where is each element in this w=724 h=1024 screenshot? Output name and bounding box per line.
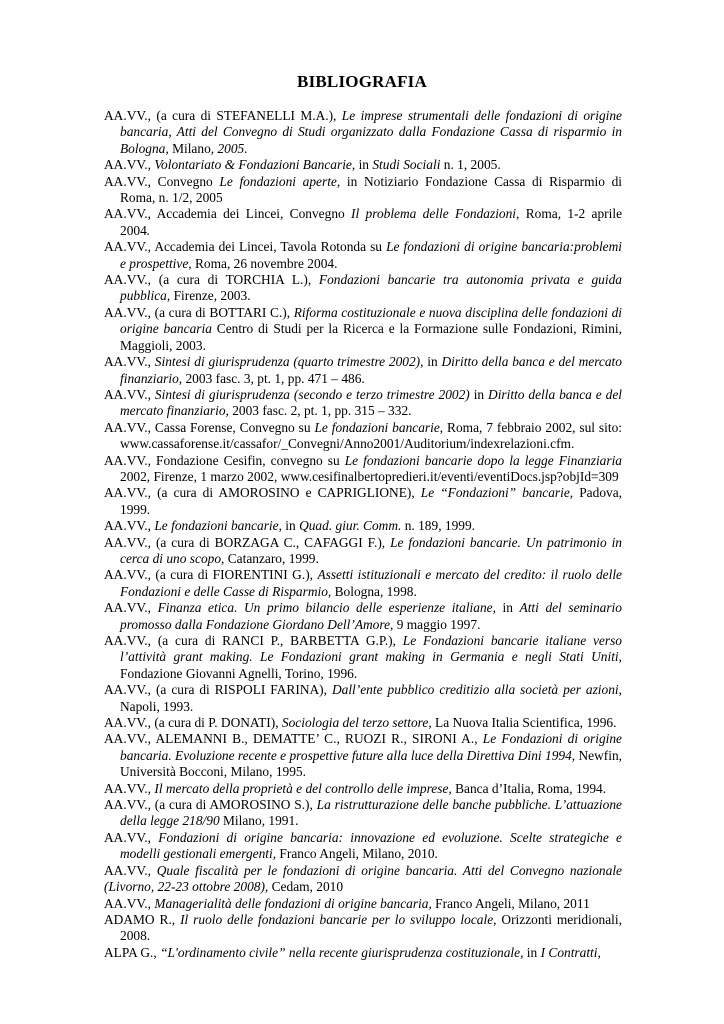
entry-text: , 2003 fasc. 2, pt. 1, pp. 315 – 332. (225, 403, 412, 419)
entry-text: AA.VV., (a cura di AMOROSINO e CAPRIGLIONE), (104, 485, 421, 501)
entry-text: , Napoli, 1993. (120, 682, 623, 714)
entry-text: AA.VV., (104, 780, 155, 796)
entry-text: AA.VV., (a cura di AMOROSINO S.), (104, 797, 317, 813)
bibliography-entry (104, 157, 622, 173)
entry-text: , Roma (516, 206, 558, 222)
entry-text: AA.VV., (a cura di TORCHIA L.), (104, 272, 319, 288)
bibliography-entry (104, 354, 622, 387)
bibliography-entry (104, 797, 622, 830)
bibliography-list (104, 108, 622, 961)
bibliography-entry (104, 485, 622, 518)
entry-italic-text: Riforma costituzionale e nuova disciplina delle fondazioni di origine bancaria (120, 304, 622, 337)
entry-italic-text: Le Fondazioni bancarie italiane verso l’attività grant making. Le Fondazioni grant making in Germania e negli Stati Uniti (120, 633, 622, 665)
entry-italic-text: Le Fondazioni di origine bancaria. Evoluzione recente e prospettive future alla luce della Direttiva Dini 1994, (120, 731, 622, 763)
entry-italic-text: Le fondazioni bancarie dopo la legge Finanziaria (344, 452, 622, 468)
entry-text: , in (351, 157, 373, 173)
bibliography-entry (104, 305, 622, 354)
entry-italic-text: Sintesi di giurisprudenza (secondo e terzo trimestre 2002) (154, 386, 470, 402)
entry-italic-text: Managerialità delle fondazioni di origine bancaria, (154, 895, 432, 911)
entry-italic-text: Atti del seminario promosso dalla Fondazione Giordano Dell’Amore (120, 600, 622, 632)
entry-text: AA.VV., (104, 600, 158, 616)
entry-italic-text: Volontariato & Fondazioni Bancarie (154, 157, 352, 173)
entry-italic-text: Diritto della banca e del mercato finanziario (120, 354, 622, 386)
entry-text: , 2003 fasc. 3, pt. 1, pp. 471 – 486. (178, 370, 365, 386)
entry-text: , Roma, 26 novembre 2004. (188, 255, 338, 271)
entry-text: AA.VV., Cassa Forense, Convegno su (104, 419, 315, 435)
entry-italic-text: . (146, 222, 151, 238)
entry-text: , Orizzonti meridionali, 2008. (120, 911, 622, 944)
entry-text: , Catanzaro, 1999. (221, 550, 319, 566)
entry-text: 2002, Firenze, 1 marzo 2002, www.cesifinalbertopredieri.it/eventi/eventiDocs.jsp?objId=309 (120, 468, 619, 484)
entry-italic-text: , (557, 206, 562, 222)
entry-text: , 9 maggio 1997. (390, 616, 481, 632)
bibliography-entry (104, 567, 622, 600)
entry-italic-text: Le fondazioni bancarie. Un patrimonio in cerca di uno scopo (120, 534, 623, 566)
bibliography-entry (104, 863, 622, 896)
entry-text: in (523, 944, 541, 960)
entry-text: , in (278, 518, 300, 534)
bibliography-entry (104, 731, 622, 780)
entry-italic-text: Le fondazioni bancarie (314, 419, 440, 435)
entry-italic-text: Dall’ente pubblico creditizio alla società per azioni (331, 682, 619, 698)
bibliography-entry (104, 633, 622, 682)
entry-text: AA.VV., Accademia dei Lincei, Tavola Rotonda su (104, 239, 387, 255)
entry-text: Milano (168, 140, 211, 156)
entry-text: 1-2 aprile 2004 (120, 206, 623, 238)
entry-text: , in (420, 354, 442, 370)
entry-text: AA.VV., (a cura di BORZAGA C., CAFAGGI F.), (104, 534, 391, 550)
bibliography-entry (104, 420, 622, 453)
entry-text: AA.VV., (a cura di P. DONATI), (104, 715, 282, 731)
entry-text: Milano, 1991. (219, 813, 299, 829)
entry-italic-text: Le “Fondazioni” bancarie, (420, 485, 574, 501)
entry-italic-text: Diritto della banca e del mercato finanziario (120, 386, 622, 419)
entry-italic-text: Le fondazioni aperte (219, 173, 337, 189)
entry-italic-text: Il problema delle Fondazioni (351, 206, 517, 222)
entry-text: AA.VV., (a cura di RISPOLI FARINA), (104, 682, 332, 698)
bibliography-entry (104, 682, 622, 715)
entry-italic-text: Fondazioni di origine bancaria: innovazione ed evoluzione. Scelte strategiche e modelli gestionali emergenti, (120, 829, 622, 862)
entry-italic-text: Il mercato della proprietà e del controllo delle imprese, (154, 780, 452, 796)
entry-text: n. 189, 1999. (401, 518, 476, 534)
bibliography-entry (104, 830, 622, 863)
entry-text: AA.VV., (a cura di RANCI P., BARBETTA G.P.), (104, 633, 403, 648)
entry-text: , (597, 944, 601, 960)
bibliography-entry (104, 206, 622, 239)
entry-text: AA.VV., (104, 518, 155, 534)
bibliography-entry (104, 453, 622, 486)
entry-italic-text: , 2005. (210, 140, 248, 156)
entry-text: in (469, 386, 489, 402)
entry-text: Padova, 1999. (120, 485, 622, 517)
entry-italic-text: Il ruolo delle fondazioni bancarie per lo sviluppo locale (180, 911, 494, 927)
entry-text: AA.VV., (104, 829, 159, 845)
entry-italic-text: “L'ordinamento civile” nella recente giurisprudenza costituzionale, (160, 944, 524, 960)
entry-italic-text: Le imprese strumentali delle fondazioni di origine bancaria, Atti del Convegno di Studi organizzato dalla Fondazione Cassa di risparmio in Bologna, (120, 108, 623, 156)
bibliography-entry (104, 535, 622, 568)
entry-text: Bologna, 1998. (331, 583, 417, 599)
bibliography-entry (104, 108, 622, 157)
entry-italic-text: Studi Sociali (372, 157, 441, 173)
bibliography-entry (104, 896, 622, 912)
entry-text: n. 1, 2005. (440, 157, 501, 173)
entry-italic-text: Sintesi di giurisprudenza (quarto trimestre 2002) (154, 354, 421, 370)
entry-text: , Fondazione Giovanni Agnelli, Torino, 1996. (120, 649, 622, 681)
entry-text: in (495, 600, 520, 616)
entry-text: Franco Angeli, Milano, 2011 (431, 895, 590, 911)
bibliography-entry (104, 272, 622, 305)
bibliography-entry (104, 912, 622, 945)
bibliography-entry (104, 715, 622, 731)
entry-text: AA.VV., (a cura di FIORENTINI G.), (104, 567, 318, 583)
entry-text: AA.VV., ALEMANNI B., DEMATTE’ C., RUOZI R., SIRONI A., (104, 731, 483, 747)
entry-italic-text: La ristrutturazione delle banche pubbliche. L’attuazione della legge 218/90 (120, 797, 622, 829)
entry-text: AA.VV., (a cura di STEFANELLI M.A.), (104, 108, 342, 123)
entry-text: ALPA G., (104, 944, 161, 960)
entry-italic-text: Le fondazioni di origine bancaria:problemi e prospettive (120, 239, 623, 271)
entry-text: AA.VV., Convegno (104, 173, 220, 189)
entry-text: Franco Angeli, Milano, 2010. (276, 846, 438, 862)
bibliography-entry (104, 781, 622, 797)
entry-text: AA.VV., Accademia dei Lincei, Convegno (104, 206, 352, 222)
entry-text: AA.VV., (a cura di BOTTARI C.), (104, 304, 294, 320)
entry-italic-text: Fondazioni bancarie tra autonomia privata e guida pubblica (120, 272, 622, 304)
page-title: BIBLIOGRAFIA (297, 72, 427, 91)
entry-text: Centro di Studi per la Ricerca e la Formazione sulle Fondazioni, Rimini, Maggioli, 2003. (120, 321, 622, 353)
bibliography-entry (104, 945, 622, 961)
entry-text: , in Notiziario Fondazione Cassa di Risparmio di Roma, n. 1/2, 2005 (120, 173, 622, 206)
entry-text: AA.VV., (104, 354, 155, 370)
entry-italic-text: Finanza etica. Un primo bilancio delle esperienze italiane, (157, 600, 496, 616)
bibliography-entry (104, 239, 622, 272)
entry-text: AA.VV., (104, 862, 157, 878)
entry-text: AA.VV., (104, 386, 155, 402)
entry-text: Newfin, Università Bocconi, Milano, 1995. (120, 747, 622, 780)
entry-italic-text: I Contratti (540, 944, 598, 960)
entry-italic-text: Sociologia del terzo settore (281, 715, 429, 731)
entry-text: , La Nuova Italia Scientifica, 1996. (428, 715, 617, 731)
bibliography-entry (104, 174, 622, 207)
entry-italic-text: Le fondazioni bancarie (154, 518, 279, 534)
entry-text: AA.VV., Fondazione Cesifin, convegno su (104, 452, 345, 468)
bibliography-entry (104, 518, 622, 534)
entry-italic-text: Assetti istituzionali e mercato del credito: il ruolo delle Fondazioni e delle Casse di Risparmio, (120, 567, 622, 599)
entry-italic-text: Quad. giur. Comm. (299, 518, 402, 534)
bibliography-entry (104, 600, 622, 633)
entry-text: , Firenze, 2003. (166, 288, 251, 304)
entry-text: , Roma, 7 febbraio 2002, sul sito: www.cassaforense.it/cassafor/_Convegni/Anno2001/Auditorium/indexrelazioni.cfm. (120, 419, 622, 452)
entry-text: Banca d’Italia, Roma, 1994. (451, 780, 607, 796)
entry-text: AA.VV., (104, 157, 155, 173)
entry-italic-text: Quale fiscalità per le fondazioni di origine bancaria. Atti del Convegno nazionale (Livorno, 22-23 ottobre 2008), (104, 862, 622, 895)
entry-text: AA.VV., (104, 895, 155, 911)
bibliography-entry (104, 387, 622, 420)
entry-text: ADAMO R., (104, 911, 181, 927)
entry-text: Cedam, 2010 (268, 879, 344, 895)
